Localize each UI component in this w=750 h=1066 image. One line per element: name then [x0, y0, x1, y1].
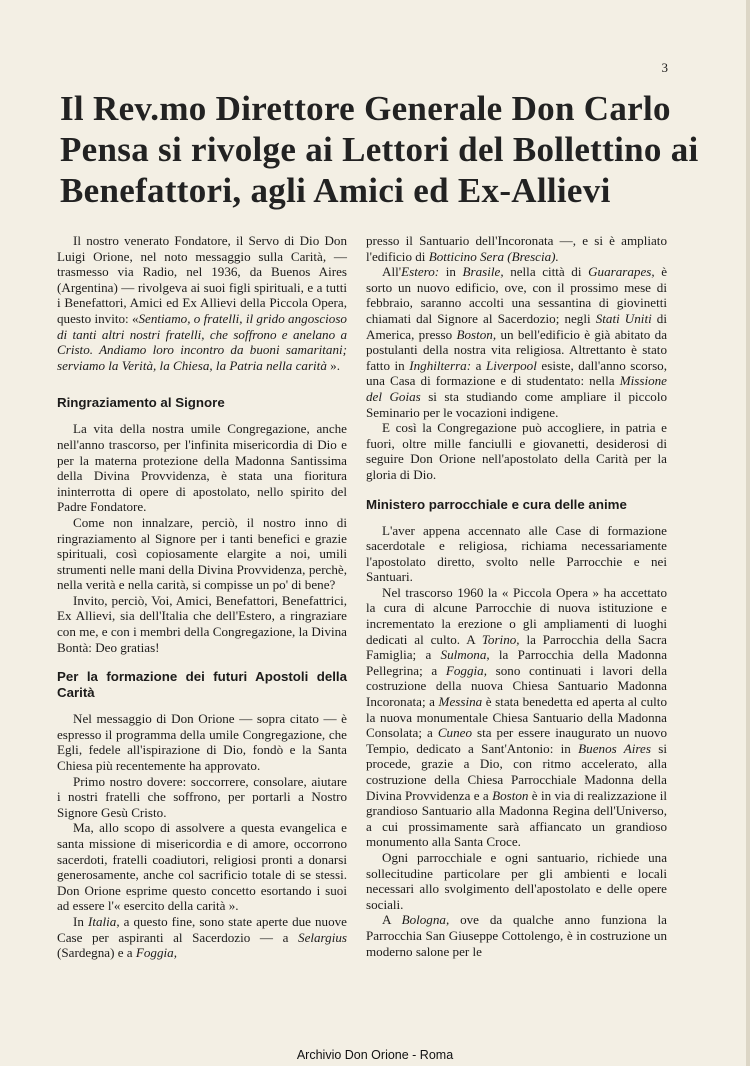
archive-footer: Archivio Don Orione - Roma [296, 1048, 454, 1062]
paragraph: Nel trascorso 1960 la « Piccola Opera » ha accettato la cura di alcune Parrocchie di nuova istituzione e incrementato la erezione o gli ampliamenti di luoghi dedicati al culto. A Torino, la Parrocchia della Sacra Famiglia; a Sulmona, la Parrocchia della Madonna Pellegrina; a Foggia, sono continuati i lavori della costruzione della nuova Chiesa Santuario Madonna Incoronata; a Messina è stata benedetta ed aperta al culto la nuova monumentale Chiesa Santuario della Madonna Consolata; a Cuneo sta per essere inaugurato un nuovo Tempio, dedicato a Sant'Antonio: in Buenos Aires si procede, grazie a Dio, con ritmo accelerato, alla costruzione della Chiesa Parrocchiale Madonna della Divina Provvidenza e a Boston è in via di realizzazione il grandioso Santuario alla Madonna Regina dell'Universo, a cui prossimamente sarà affiancato un grandioso monumento alla Santa Croce. [366, 584, 668, 850]
paragraph: presso il Santuario dell'Incoronata —, e si è ampliato l'edificio di Botticino Sera (Brescia). [366, 233, 667, 264]
paragraph: L'aver appena accennato alle Case di formazione sacerdotale e religiosa, richiama necessariamente l'apostolato diretto, svolto nelle Parrocchie e nei Santuari. [366, 522, 667, 585]
paragraph: In Italia, a questo fine, sono state aperte due nuove Case per aspiranti al Sacerdozio — a Selargius (Sardegna) e a Foggia, [57, 913, 347, 961]
paragraph: La vita della nostra umile Congregazione, anche nell'anno trascorso, per l'infinita misericordia di Dio e per la materna protezione della Madonna Santissima della Divina Provvidenza, è stata una fioritura ininterrotta di opere di apostolato, nello spirito del Padre Fondatore. [57, 421, 347, 515]
paragraph: A Bologna, ove da qualche anno funziona la Parrocchia San Giuseppe Cottolengo, è in costruzione un moderno salone per le [366, 912, 667, 959]
paragraph: Il nostro venerato Fondatore, il Servo di Dio Don Luigi Orione, nel noto messaggio sulla Carità, — trasmesso via Radio, nel 1936, da Buenos Aires (Argentina) — rivolgeva ai suoi figli spirituali, e a tutti i Benefattori, Amici ed Ex Allievi della Piccola Opera, questo invito: «Sentiamo, o fratelli, il grido angoscioso di tanti altri nostri fratelli, che soffrono e anelano a Cristo. Andiamo loro incontro da buoni samaritani; serviamo la Verità, la Chiesa, la Patria nella carità ». [57, 233, 347, 373]
right-column [366, 233, 667, 959]
page-edge [746, 0, 750, 1066]
section-heading: Ringraziamento al Signore [57, 395, 225, 411]
page-number: 3 [661, 60, 668, 75]
paragraph: Ogni parrocchiale e ogni santuario, richiede una sollecitudine particolare per gli ambienti e locali necessari allo svolgimento dell'apostolato e delle opere sociali. [366, 849, 667, 912]
paragraph: All'Estero: in Brasile, nella città di Guararapes, è sorto un nuovo edificio, ove, con il prossimo mese di febbraio, saranno accolti una sessantina di giovinetti chiamati dal Signore al Sacerdozio; negli Stati Uniti di America, presso Boston, un bell'edificio è già abitato da postulanti della nostra vita religiosa. Altrettanto è stato fatto in Inghilterra: a Liverpool esiste, dall'anno scorso, una Casa di formazione e di studentato: nella Missione del Goias si sta studiando come ampliare il piccolo Seminario per le vocazioni indigene. [366, 264, 668, 420]
paragraph: Primo nostro dovere: soccorrere, consolare, aiutare i nostri fratelli che soffrono, per portarli a Nostro Signore Gesù Cristo. [57, 773, 347, 820]
paragraph: Nel messaggio di Don Orione — sopra citato — è espresso il programma della umile Congregazione, che Egli, fedele all'ispirazione di Dio, fondò e la Santa Chiesa più recentemente ha approvato. [57, 711, 347, 774]
left-column [57, 233, 347, 961]
paragraph: Invito, perciò, Voi, Amici, Benefattori, Benefattrici, Ex Allievi, sia dell'Italia che dell'Estero, a ringraziare con me, e con i membri della Congregazione, la Divina Bontà: Deo gratias! [57, 592, 347, 655]
paragraph: E così la Congregazione può accogliere, in patria e fuori, oltre mille fanciulli e giovanetti, desiderosi di seguire Don Orione nell'apostolato della Carità per la gloria di Dio. [366, 420, 667, 482]
paragraph: Come non innalzare, perciò, il nostro inno di ringraziamento al Signore per i tanti benefici e grazie spirituali, così copiosamente elargite a noi, umili strumenti nelle mani della Divina Provvidenza, perchè, nella verità e nella carità, si compisse un po' di bene? [57, 514, 347, 593]
paragraph: Ma, allo scopo di assolvere a questa evangelica e santa missione di misericordia e di amore, occorrono sacerdoti, fratelli coadiutori, religiosi pronti a donarsi generosamente, anche col sacrificio totale di se stessi. Don Orione esprime questo concetto esortando i suoi ad essere l'« esercito della carità ». [57, 820, 347, 914]
section-heading: Per la formazione dei futuri Apostoli della Carità [57, 669, 347, 701]
section-heading: Ministero parrocchiale e cura delle anime [366, 496, 627, 512]
page-title: Il Rev.mo Direttore Generale Don Carlo Pensa si rivolge ai Lettori del Bollettino ai Benefattori, agli Amici ed Ex-Allievi [60, 89, 699, 210]
